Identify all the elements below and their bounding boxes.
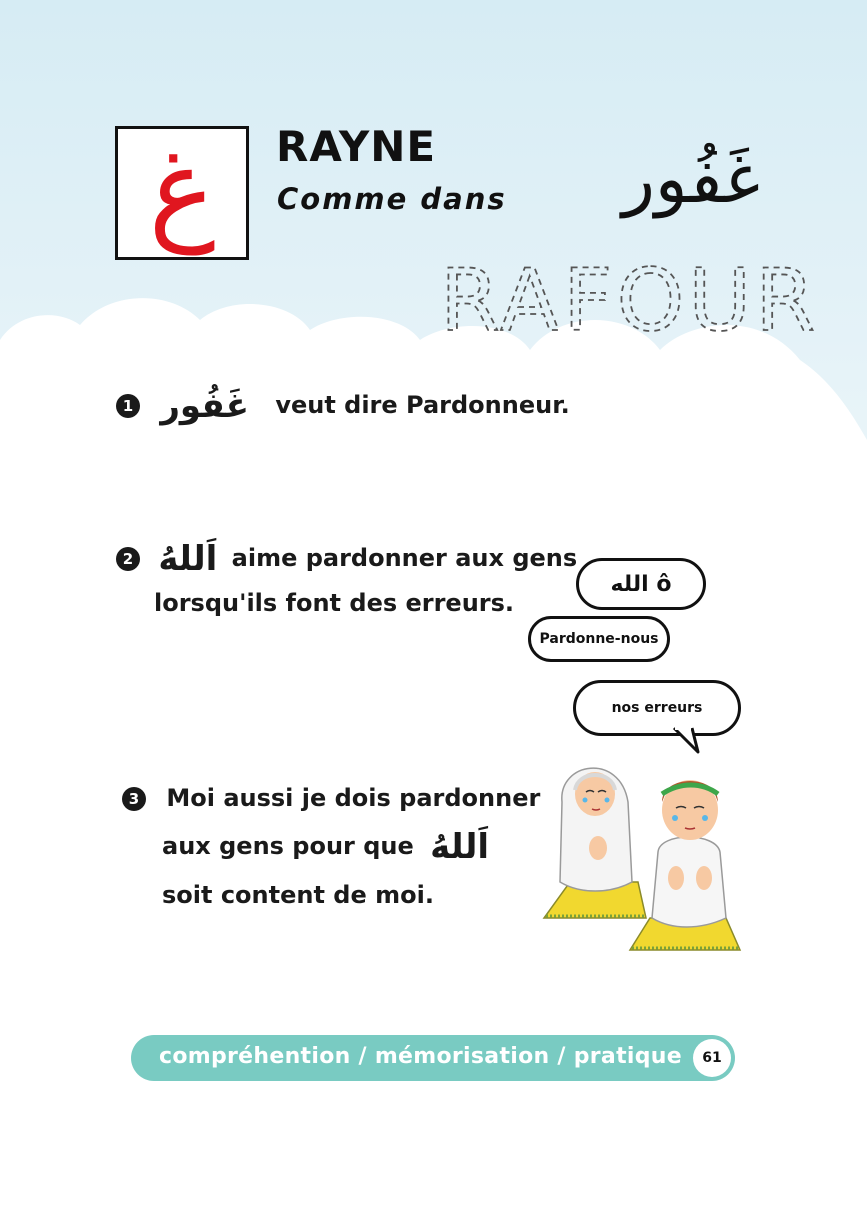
bubble-bottom-text: nos erreurs: [611, 700, 703, 716]
point-arabic: غَفُور: [160, 386, 249, 426]
example-word-arabic: غَفُور: [622, 140, 760, 219]
bubble-middle-text: Pardonne-nous: [539, 631, 659, 647]
letter-name: RAYNE: [276, 122, 437, 171]
point-arabic: اَللهُ: [430, 827, 490, 867]
point-number: 2: [116, 547, 140, 571]
point-text: veut dire Pardonneur.: [275, 391, 570, 419]
point-3: [122, 774, 540, 919]
point-text-line2: lorsqu'ils font des erreurs.: [154, 589, 515, 617]
bubble-top-text: الله ô: [610, 571, 672, 597]
footer-label: compréhention / mémorisation / pratique: [159, 1044, 682, 1069]
point-2: [116, 536, 577, 625]
tracing-word-text: RAFOUR: [440, 251, 819, 351]
featured-letter: غ: [148, 125, 216, 255]
point-text-line1: aime pardonner aux gens: [231, 544, 578, 572]
tracing-word: [440, 251, 819, 351]
speech-bubble-top: [576, 558, 706, 610]
praying-children-illustration: [540, 752, 750, 956]
point-arabic: اَللهُ: [158, 539, 218, 579]
speech-bubble-middle: [528, 616, 670, 662]
point-number: 3: [122, 787, 146, 811]
page-number: 61: [693, 1039, 731, 1077]
comme-dans-label: Comme dans: [277, 182, 507, 216]
speech-bubble-bottom: [573, 680, 741, 736]
point-text-line2: aux gens pour que: [162, 832, 414, 860]
point-1: [116, 386, 570, 426]
point-text-line3: soit content de moi.: [162, 881, 434, 909]
point-number: 1: [116, 394, 140, 418]
letter-box: [115, 126, 249, 260]
point-text-line1: Moi aussi je dois pardonner: [166, 784, 541, 812]
footer-bar: [131, 1035, 735, 1081]
